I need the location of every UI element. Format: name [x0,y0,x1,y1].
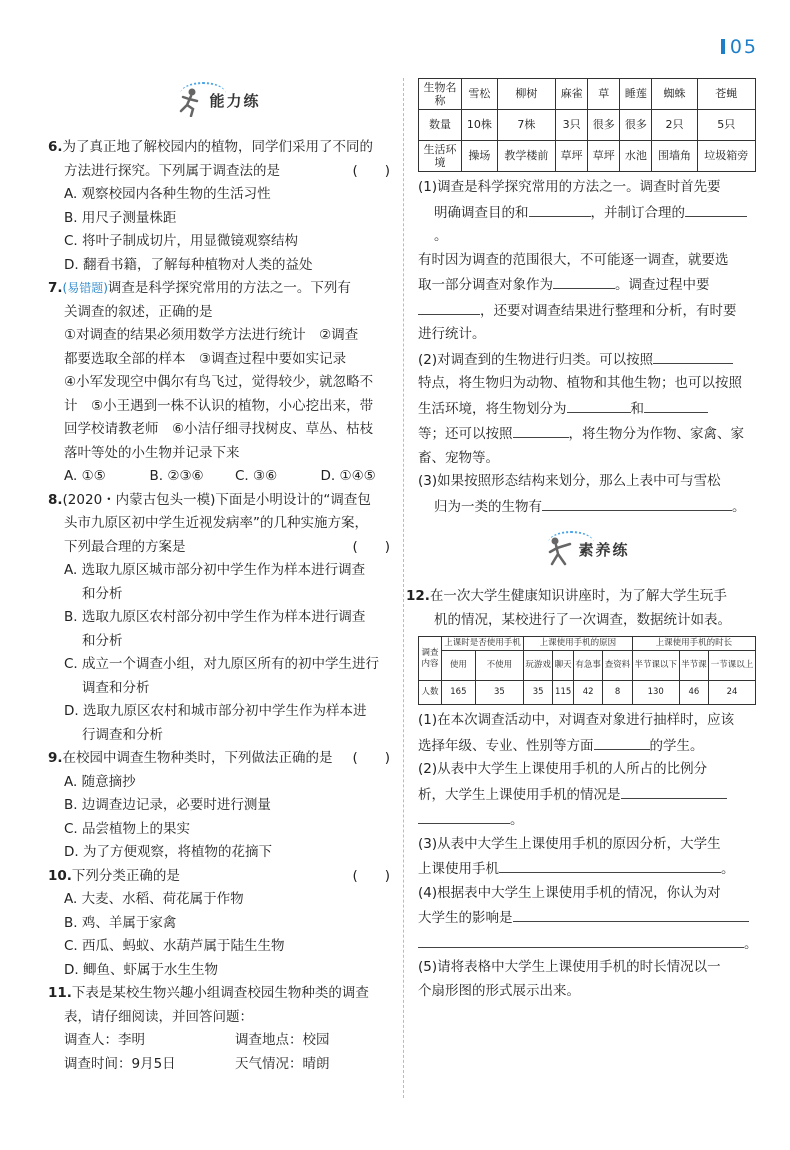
group-header: 上课时是否使用手机 [442,637,524,651]
option-d-cont: 行调查和分析 [82,726,163,743]
answer-blank[interactable] [499,856,721,873]
text-line: 明确调查目的和 [434,204,529,221]
survey-info-row [48,1053,390,1077]
decorative-arc [548,531,594,555]
answer-paren: ( ) [352,750,390,766]
table-cell: 165 [442,681,476,705]
section-title: 能力练 [209,92,261,111]
text-line: 大学生的影响是 [418,910,513,926]
option-d: D. 翻看书籍，了解每种植物对人类的益处 [64,256,313,273]
table-cell: 24 [709,681,756,705]
group-header: 上课使用手机的原因 [523,637,632,651]
text-line: (2)从表中大学生上课使用手机的人所占的比例分 [418,761,708,777]
option-a: A. 观察校园内各种生物的生活习性 [64,186,271,202]
table-cell: 3只 [556,110,588,141]
sub-header: 玩游戏 [523,651,552,681]
answer-paren: ( ) [352,867,390,884]
table-cell: 生活环境 [419,141,462,172]
answer-blank[interactable] [542,494,732,511]
table-row [419,681,756,705]
right-column [406,78,758,1003]
statement-line: 都要选取全部的样本 ③调查过程中要如实记录 [64,350,347,367]
table-cell: 很多 [588,110,620,141]
left-column [48,78,390,1076]
question-stem: 头市九原区初中学生近视发病率”的几种实施方案， [64,515,368,531]
answer-blank[interactable] [553,272,615,289]
option-d: D. 鲫鱼、虾属于水生生物 [64,961,218,978]
question-12-part-2 [418,758,758,833]
table-cell: 8 [603,681,632,705]
question-stem: 在一次大学生健康知识讲座时，为了解大学生玩手 [429,588,727,604]
table-cell: 2只 [652,110,697,141]
text-line: 析，大学生上课使用手机的情况是 [418,786,621,803]
table-cell: 10株 [462,110,498,141]
table-cell: 35 [523,681,552,705]
option-d: D. 选取九原区农村和城市部分初中学生作为样本进 [64,703,367,719]
question-9 [48,747,390,865]
table-cell: 苍蝇 [697,79,755,110]
option-b: B. 鸡、羊属于家禽 [64,914,177,931]
survey-time: 调查时间：9月5日 [64,1055,176,1072]
answer-blank[interactable] [418,931,744,948]
column-divider [403,78,404,1098]
question-stem: 调查是科学探究常用的方法之一。下列有 [107,280,351,296]
table-cell: 雪松 [462,79,498,110]
text-line: 和 [630,400,644,417]
answer-paren: ( ) [352,538,390,555]
answer-blank[interactable] [621,782,727,799]
option-b: B. 用尺子测量株距 [64,209,177,226]
text-line: 生活环境，将生物划分为 [418,400,567,417]
table-cell: 7株 [497,110,555,141]
option-c: C. 将叶子制成切片，用显微镜观察结构 [64,233,299,249]
table-cell: 35 [475,681,523,705]
question-number: 6. [48,139,63,155]
option-c-cont: 调查和分析 [82,679,150,696]
question-stem: 下列分类正确的是 [71,867,180,884]
answer-blank[interactable] [594,733,650,750]
table-row [419,79,756,110]
sub-header: 使用 [442,651,476,681]
answer-blank[interactable] [513,905,749,922]
species-table [418,78,756,172]
question-number: 12. [406,588,430,604]
question-11 [48,982,390,1076]
option-d: D. 为了方便观察，将植物的花摘下 [64,844,272,860]
statement-line: ①对调查的结果必须用数学方法进行统计 ②调查 [64,327,359,343]
survey-site: 调查地点：校园 [235,1032,330,1048]
statement-line: 落叶等处的小生物并记录下来 [64,444,240,461]
answer-paren: ( ) [352,162,390,179]
text-line: (1)调查是科学探究常用的方法之一。调查时首先要 [418,179,721,195]
table-cell: 垃圾箱旁 [697,141,755,172]
table-corner: 调查内容 [419,637,442,681]
answer-blank[interactable] [567,396,631,413]
text-line: 。 [510,812,524,828]
question-12-part-5 [418,956,758,1003]
text-line: 归为一类的生物有 [434,498,542,515]
text-line: (3)如果按照形态结构来划分，那么上表中可与雪松 [418,473,721,489]
table-cell: 130 [632,681,679,705]
table-cell: 睡莲 [620,79,652,110]
option-a: A. ①⑤ [64,468,106,484]
option-b: B. ②③⑥ [149,468,204,484]
options-row [48,465,390,489]
answer-blank[interactable] [685,200,747,217]
sub-header: 半节课以下 [632,651,679,681]
table-cell: 麻雀 [556,79,588,110]
sub-header: 聊天 [553,651,574,681]
answer-blank[interactable] [653,347,733,364]
option-b: B. 选取九原区农村部分初中学生作为样本进行调查 [64,609,366,625]
text-line: 上课使用手机 [418,861,499,877]
option-c: C. 品尝植物上的果实 [64,820,191,837]
text-line: 特点，将生物归为动物、植物和其他生物；也可以按照 [418,375,742,391]
text-line: (4)根据表中大学生上课使用手机的情况，你认为对 [418,884,721,901]
question-11-part-2 [418,347,758,471]
table-cell: 蜘蛛 [652,79,697,110]
sub-header: 半节课 [679,651,708,681]
option-a: A. 大麦、水稻、荷花属于作物 [64,891,244,907]
option-c: C. 成立一个调查小组，对九原区所有的初中学生进行 [64,656,380,672]
row-label: 人数 [419,681,442,705]
statement-line: ④小军发现空中偶尔有鸟飞过，觉得较少，就忽略不 [64,374,374,390]
text-line: 。调查过程中要 [615,277,710,293]
literacy-practice-banner [418,527,758,575]
question-10 [48,865,390,983]
text-line: 个扇形图的形式展示出来。 [418,982,580,999]
question-6 [48,136,390,277]
text-line: 取一部分调查对象作为 [418,277,553,293]
question-7 [48,277,390,489]
sub-header: 不使用 [475,651,523,681]
table-cell: 柳树 [497,79,555,110]
question-stem: 方法进行探究。下列属于调查法的是 [64,162,280,179]
answer-blank[interactable] [418,298,480,315]
decorative-arc [180,82,226,106]
option-a: A. 选取九原区城市部分初中学生作为样本进行调查 [64,562,366,578]
table-cell: 草坪 [556,141,588,172]
option-b: B. 边调查边记录，必要时进行测量 [64,797,271,813]
table-cell: 115 [553,681,574,705]
question-11-part-3 [418,470,758,519]
table-cell: 草 [588,79,620,110]
sub-header: 有急事 [573,651,602,681]
table-row [419,110,756,141]
text-line: ，还要对调查结果进行整理和分析，有时要 [480,302,737,319]
text-line: 。 [434,228,448,244]
question-11-part-1 [418,176,758,347]
text-line: 的学生。 [649,737,704,754]
page-number: 05 [729,36,758,58]
text-line: ，将生物分为作物、家禽、家 [568,426,744,442]
weather: 天气情况：晴朗 [235,1055,330,1072]
question-number: 9. [48,750,63,766]
question-stem: 在校园中调查生物种类时，下列做法正确的是 [62,750,333,766]
text-line: ，并制订合理的 [590,204,685,221]
table-row [419,141,756,172]
question-stem: 下表是某校生物兴趣小组调查校园生物种类的调查 [71,985,369,1001]
text-line: 有时因为调查的范围很大，不可能逐一调查，就要选 [418,251,729,268]
table-cell: 水池 [620,141,652,172]
option-a: A. 随意摘抄 [64,773,136,790]
question-12 [406,585,758,632]
table-cell: 教学楼前 [497,141,555,172]
ability-practice-banner [48,78,390,126]
table-cell: 5只 [697,110,755,141]
table-cell: 很多 [620,110,652,141]
survey-info-row [48,1029,390,1053]
text-line: (3)从表中大学生上课使用手机的原因分析，大学生 [418,835,721,852]
question-stem: 下列最合理的方案是 [64,538,186,555]
answer-blank[interactable] [513,421,569,438]
text-line: 。 [732,498,746,515]
option-c: C. ③⑥ [235,468,278,484]
question-8 [48,489,390,748]
answer-blank[interactable] [644,396,708,413]
statement-line: 计 ⑤小王遇到一株不认识的植物，小心挖出来，带 [64,397,374,414]
question-stem: (2020・内蒙古包头一模)下面是小明设计的“调查包 [62,491,371,508]
phone-usage-table [418,636,756,705]
question-number: 10. [48,867,72,884]
table-cell: 操场 [462,141,498,172]
option-a-cont: 和分析 [82,585,123,602]
answer-blank[interactable] [529,200,591,217]
table-cell: 草坪 [588,141,620,172]
text-line: 等；还可以按照 [418,426,513,442]
text-line: 畜、宠物等。 [418,449,499,466]
tricky-tag: (易错题) [62,281,108,295]
text-line: (1)在本次调查活动中，对调查对象进行抽样时，应该 [418,712,735,728]
text-line: 选择年级、专业、性别等方面 [418,737,594,754]
text-line: 。 [744,935,758,952]
table-cell: 46 [679,681,708,705]
question-12-part-3 [418,833,758,882]
table-cell: 数量 [419,110,462,141]
investigator: 调查人：李明 [64,1032,145,1048]
option-d: D. ①④⑤ [320,468,376,484]
option-b-cont: 和分析 [82,632,123,649]
question-number: 7. [48,280,63,296]
question-12-part-4 [418,882,758,957]
question-stem: 关调查的叙述，正确的是 [64,303,213,320]
text-line: (5)请将表格中大学生上课使用手机的时长情况以一 [418,959,721,975]
table-cell: 42 [573,681,602,705]
statement-line: 回学校请教老师 ⑥小洁仔细寻找树皮、草丛、枯枝 [64,421,374,437]
text-line: (2)对调查到的生物进行归类。可以按照 [418,351,654,368]
question-12-part-1 [418,709,758,758]
option-c: C. 西瓜、蚂蚁、水葫芦属于陆生生物 [64,938,285,954]
section-title: 素养练 [578,541,630,560]
table-cell: 生物名称 [419,79,462,110]
table-row [419,637,756,651]
text-line: 进行统计。 [418,326,486,342]
question-stem: 为了真正地了解校园内的植物，同学们采用了不同的 [62,139,374,155]
question-number: 11. [48,985,72,1001]
table-row [419,651,756,681]
text-line: 。 [721,861,735,877]
table-cell: 围墙角 [652,141,697,172]
group-header: 上课使用手机的时长 [632,637,755,651]
answer-blank[interactable] [418,807,510,824]
question-stem: 表，请仔细阅读，并回答问题： [64,1008,253,1025]
question-number: 8. [48,491,63,508]
sub-header: 一节课以上 [709,651,756,681]
sub-header: 查资料 [603,651,632,681]
question-stem: 机的情况，某校进行了一次调查，数据统计如表。 [434,611,731,628]
